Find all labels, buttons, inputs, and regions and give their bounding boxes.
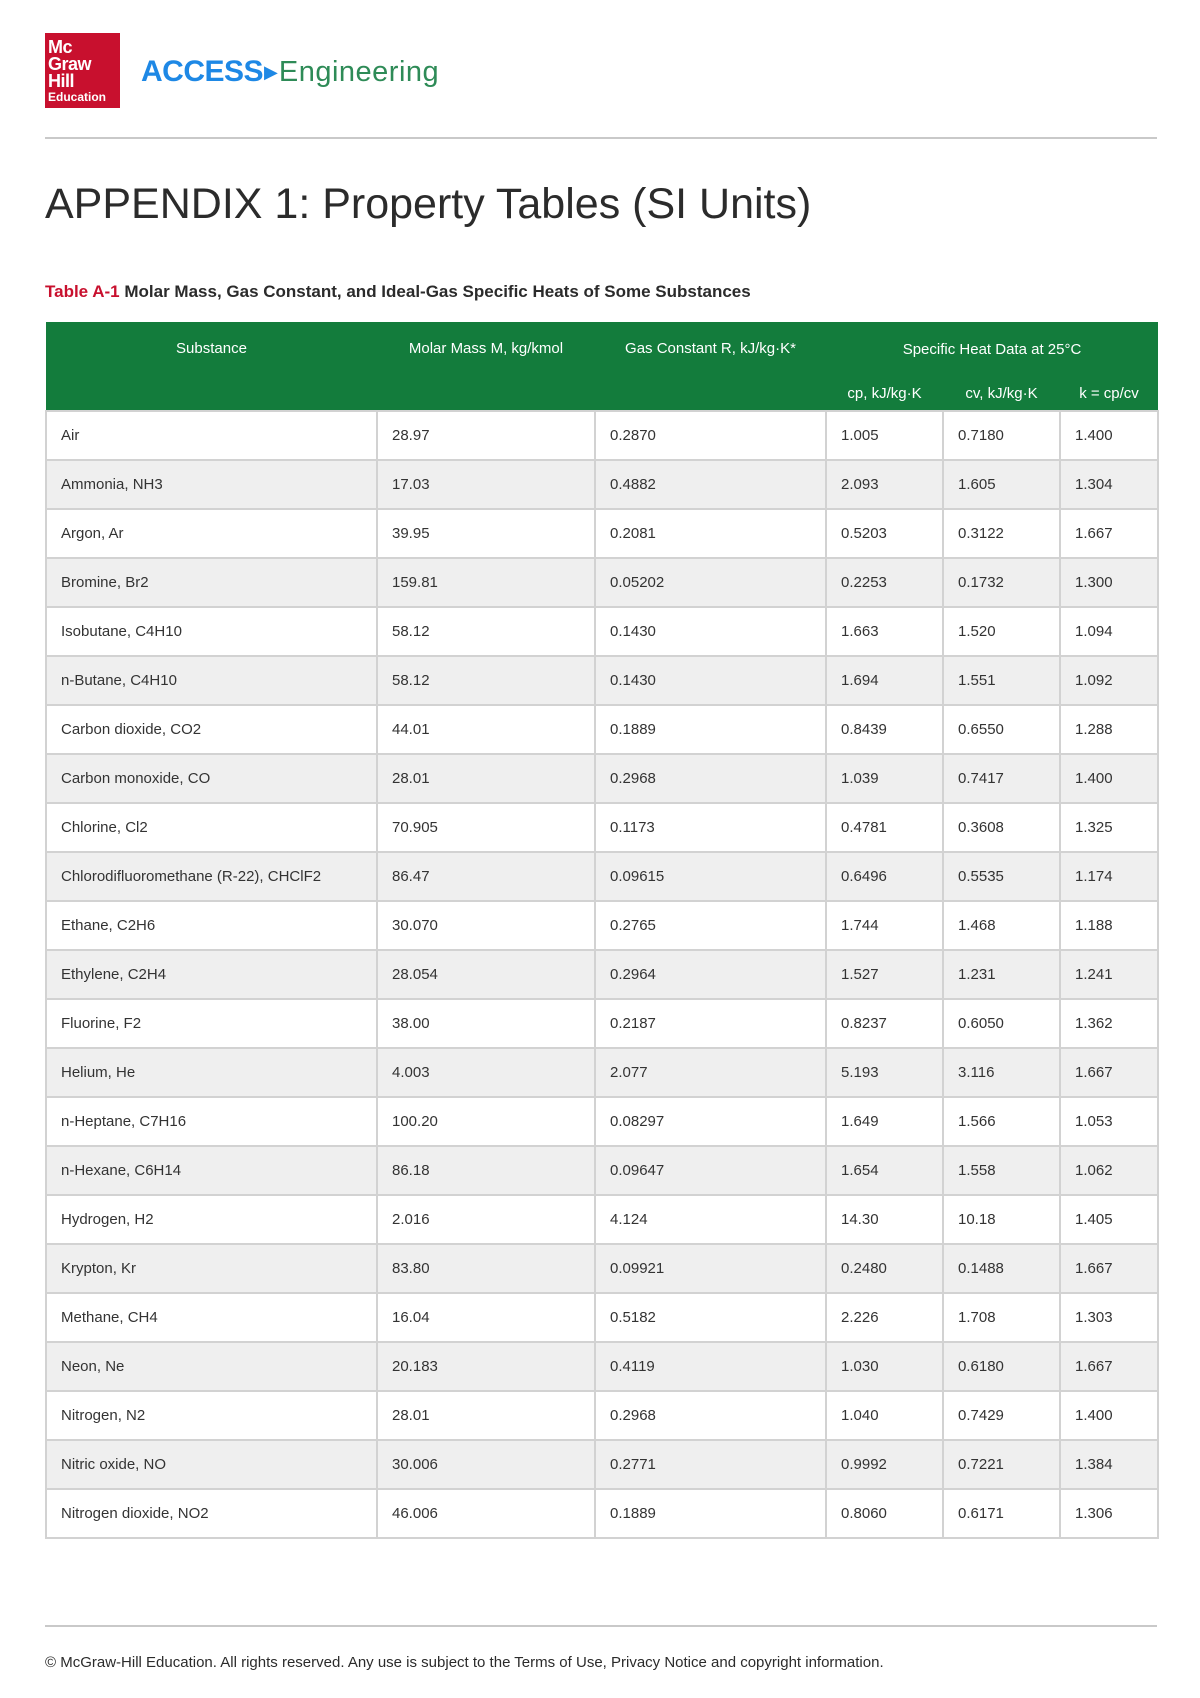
- cell-cp: 1.744: [826, 901, 943, 950]
- cell-molar-mass: 44.01: [377, 705, 595, 754]
- cell-cp: 0.8237: [826, 999, 943, 1048]
- cell-gas-constant: 0.2968: [595, 754, 826, 803]
- cell-substance: Krypton, Kr: [46, 1244, 377, 1293]
- cell-k: 1.400: [1060, 754, 1158, 803]
- cell-k: 1.325: [1060, 803, 1158, 852]
- cell-substance: Neon, Ne: [46, 1342, 377, 1391]
- page-title: APPENDIX 1: Property Tables (SI Units): [45, 180, 812, 228]
- cell-cv: 1.551: [943, 656, 1060, 705]
- cell-cv: 0.5535: [943, 852, 1060, 901]
- cell-molar-mass: 16.04: [377, 1293, 595, 1342]
- cell-cp: 0.9992: [826, 1440, 943, 1489]
- column-header-molar-mass: Molar Mass M, kg/kmol: [377, 322, 595, 411]
- table-row: [46, 656, 1158, 705]
- logo-line: Education: [48, 90, 107, 104]
- cell-gas-constant: 0.2081: [595, 509, 826, 558]
- cell-gas-constant: 0.2964: [595, 950, 826, 999]
- table-caption-label: Table A-1: [45, 282, 120, 301]
- cell-substance: Chlorodifluoromethane (R-22), CHClF2: [46, 852, 377, 901]
- cell-cp: 2.093: [826, 460, 943, 509]
- cell-k: 1.400: [1060, 1391, 1158, 1440]
- cell-substance: n-Heptane, C7H16: [46, 1097, 377, 1146]
- table-row: [46, 1146, 1158, 1195]
- cell-molar-mass: 58.12: [377, 656, 595, 705]
- cell-molar-mass: 159.81: [377, 558, 595, 607]
- table-row: [46, 1391, 1158, 1440]
- cell-cv: 1.520: [943, 607, 1060, 656]
- cell-gas-constant: 0.2187: [595, 999, 826, 1048]
- cell-molar-mass: 28.01: [377, 754, 595, 803]
- property-table: [45, 322, 1159, 1539]
- cell-k: 1.306: [1060, 1489, 1158, 1538]
- cell-gas-constant: 0.1889: [595, 1489, 826, 1538]
- cell-cp: 0.6496: [826, 852, 943, 901]
- cell-gas-constant: 0.5182: [595, 1293, 826, 1342]
- cell-substance: Nitric oxide, NO: [46, 1440, 377, 1489]
- cell-cv: 1.231: [943, 950, 1060, 999]
- cell-cp: 1.039: [826, 754, 943, 803]
- column-header-cv: cv, kJ/kg·K: [943, 376, 1060, 411]
- header-divider: [45, 137, 1157, 139]
- cell-cv: 0.7417: [943, 754, 1060, 803]
- cell-molar-mass: 30.070: [377, 901, 595, 950]
- cell-cv: 0.7221: [943, 1440, 1060, 1489]
- column-header-cp: cp, kJ/kg·K: [826, 376, 943, 411]
- cell-molar-mass: 70.905: [377, 803, 595, 852]
- cell-molar-mass: 2.016: [377, 1195, 595, 1244]
- cell-gas-constant: 0.09921: [595, 1244, 826, 1293]
- cell-molar-mass: 4.003: [377, 1048, 595, 1097]
- cell-cv: 1.605: [943, 460, 1060, 509]
- cell-cv: 0.7180: [943, 411, 1060, 460]
- cell-cv: 1.468: [943, 901, 1060, 950]
- cell-cv: 1.708: [943, 1293, 1060, 1342]
- cell-molar-mass: 28.01: [377, 1391, 595, 1440]
- cell-cv: 0.6171: [943, 1489, 1060, 1538]
- cell-molar-mass: 83.80: [377, 1244, 595, 1293]
- cell-cp: 1.005: [826, 411, 943, 460]
- cell-substance: Carbon dioxide, CO2: [46, 705, 377, 754]
- cell-k: 1.241: [1060, 950, 1158, 999]
- table-row: [46, 1097, 1158, 1146]
- cell-gas-constant: 0.2870: [595, 411, 826, 460]
- cell-cv: 0.1732: [943, 558, 1060, 607]
- cell-k: 1.405: [1060, 1195, 1158, 1244]
- cell-substance: Nitrogen, N2: [46, 1391, 377, 1440]
- cell-molar-mass: 17.03: [377, 460, 595, 509]
- column-header-k: k = cp/cv: [1060, 376, 1158, 411]
- cell-cv: 10.18: [943, 1195, 1060, 1244]
- cell-cv: 1.566: [943, 1097, 1060, 1146]
- cell-gas-constant: 0.2771: [595, 1440, 826, 1489]
- cell-molar-mass: 58.12: [377, 607, 595, 656]
- cell-molar-mass: 30.006: [377, 1440, 595, 1489]
- cell-cv: 0.6180: [943, 1342, 1060, 1391]
- cell-molar-mass: 100.20: [377, 1097, 595, 1146]
- table-row: [46, 950, 1158, 999]
- cell-substance: Chlorine, Cl2: [46, 803, 377, 852]
- cell-molar-mass: 38.00: [377, 999, 595, 1048]
- cell-substance: Ammonia, NH3: [46, 460, 377, 509]
- table-row: [46, 607, 1158, 656]
- table-row: [46, 1244, 1158, 1293]
- cell-k: 1.053: [1060, 1097, 1158, 1146]
- cell-molar-mass: 86.47: [377, 852, 595, 901]
- cell-k: 1.400: [1060, 411, 1158, 460]
- cell-gas-constant: 0.2765: [595, 901, 826, 950]
- cell-substance: n-Butane, C4H10: [46, 656, 377, 705]
- cell-k: 1.288: [1060, 705, 1158, 754]
- cell-substance: Methane, CH4: [46, 1293, 377, 1342]
- table-row: [46, 509, 1158, 558]
- cell-substance: Bromine, Br2: [46, 558, 377, 607]
- cell-substance: Ethane, C2H6: [46, 901, 377, 950]
- cell-cp: 5.193: [826, 1048, 943, 1097]
- cell-cp: 0.5203: [826, 509, 943, 558]
- mcgraw-hill-logo: [45, 33, 120, 108]
- cell-substance: Hydrogen, H2: [46, 1195, 377, 1244]
- table-caption: [45, 282, 751, 302]
- cell-molar-mass: 86.18: [377, 1146, 595, 1195]
- cell-gas-constant: 0.1889: [595, 705, 826, 754]
- cell-substance: Helium, He: [46, 1048, 377, 1097]
- cell-cp: 0.2480: [826, 1244, 943, 1293]
- cell-k: 1.667: [1060, 1048, 1158, 1097]
- copyright-notice: © McGraw-Hill Education. All rights reserved. Any use is subject to the Terms of Use, Privacy Notice and copyright information.: [45, 1654, 884, 1671]
- cell-cp: 1.694: [826, 656, 943, 705]
- cell-molar-mass: 46.006: [377, 1489, 595, 1538]
- cell-substance: Carbon monoxide, CO: [46, 754, 377, 803]
- table-caption-text: Molar Mass, Gas Constant, and Ideal-Gas Specific Heats of Some Substances: [124, 282, 751, 301]
- cell-k: 1.304: [1060, 460, 1158, 509]
- cell-k: 1.094: [1060, 607, 1158, 656]
- table-row: [46, 754, 1158, 803]
- cell-gas-constant: 0.09647: [595, 1146, 826, 1195]
- cell-substance: Ethylene, C2H4: [46, 950, 377, 999]
- cell-gas-constant: 0.09615: [595, 852, 826, 901]
- cell-gas-constant: 0.1430: [595, 607, 826, 656]
- access-engineering-logo: [141, 52, 439, 92]
- cell-gas-constant: 0.4882: [595, 460, 826, 509]
- cell-cp: 0.4781: [826, 803, 943, 852]
- cell-molar-mass: 20.183: [377, 1342, 595, 1391]
- column-header-substance: Substance: [46, 322, 377, 411]
- table-row: [46, 705, 1158, 754]
- footer-divider: [45, 1625, 1157, 1627]
- cell-gas-constant: 0.1173: [595, 803, 826, 852]
- table-row: [46, 901, 1158, 950]
- gear-arrow-icon: ▶: [264, 61, 278, 82]
- cell-gas-constant: 0.08297: [595, 1097, 826, 1146]
- cell-k: 1.092: [1060, 656, 1158, 705]
- cell-cv: 0.6050: [943, 999, 1060, 1048]
- table-row: [46, 460, 1158, 509]
- cell-cp: 1.040: [826, 1391, 943, 1440]
- table-row: [46, 1342, 1158, 1391]
- cell-k: 1.062: [1060, 1146, 1158, 1195]
- cell-k: 1.667: [1060, 1244, 1158, 1293]
- cell-substance: Air: [46, 411, 377, 460]
- logo-line: Hill: [48, 71, 75, 91]
- cell-cp: 2.226: [826, 1293, 943, 1342]
- logo-line: Mc: [48, 37, 73, 57]
- cell-cv: 3.116: [943, 1048, 1060, 1097]
- column-header-specific-heat: Specific Heat Data at 25°C: [826, 322, 1158, 376]
- cell-k: 1.667: [1060, 1342, 1158, 1391]
- cell-cv: 0.3122: [943, 509, 1060, 558]
- table-row: [46, 558, 1158, 607]
- cell-molar-mass: 28.054: [377, 950, 595, 999]
- cell-substance: Nitrogen dioxide, NO2: [46, 1489, 377, 1538]
- table-row: [46, 1293, 1158, 1342]
- column-header-gas-constant: Gas Constant R, kJ/kg·K*: [595, 322, 826, 411]
- cell-k: 1.188: [1060, 901, 1158, 950]
- cell-cp: 1.649: [826, 1097, 943, 1146]
- cell-cp: 1.527: [826, 950, 943, 999]
- cell-k: 1.303: [1060, 1293, 1158, 1342]
- cell-gas-constant: 4.124: [595, 1195, 826, 1244]
- cell-molar-mass: 39.95: [377, 509, 595, 558]
- brand-engineering-text: Engineering: [278, 55, 440, 88]
- cell-k: 1.362: [1060, 999, 1158, 1048]
- cell-k: 1.300: [1060, 558, 1158, 607]
- cell-cv: 0.7429: [943, 1391, 1060, 1440]
- cell-k: 1.667: [1060, 509, 1158, 558]
- table-row: [46, 1440, 1158, 1489]
- table-row: [46, 1489, 1158, 1538]
- cell-cp: 1.663: [826, 607, 943, 656]
- brand-access-text: ACCESS: [141, 55, 264, 88]
- cell-gas-constant: 0.05202: [595, 558, 826, 607]
- cell-cp: 1.030: [826, 1342, 943, 1391]
- cell-cp: 0.8060: [826, 1489, 943, 1538]
- table-row: [46, 852, 1158, 901]
- cell-gas-constant: 0.2968: [595, 1391, 826, 1440]
- cell-cv: 0.6550: [943, 705, 1060, 754]
- cell-gas-constant: 0.4119: [595, 1342, 826, 1391]
- cell-molar-mass: 28.97: [377, 411, 595, 460]
- cell-substance: n-Hexane, C6H14: [46, 1146, 377, 1195]
- logo-line: Graw: [48, 54, 92, 74]
- cell-cv: 1.558: [943, 1146, 1060, 1195]
- cell-gas-constant: 2.077: [595, 1048, 826, 1097]
- cell-cv: 0.1488: [943, 1244, 1060, 1293]
- cell-substance: Argon, Ar: [46, 509, 377, 558]
- cell-gas-constant: 0.1430: [595, 656, 826, 705]
- cell-cp: 14.30: [826, 1195, 943, 1244]
- table-row: [46, 999, 1158, 1048]
- cell-cp: 0.8439: [826, 705, 943, 754]
- table-row: [46, 1195, 1158, 1244]
- cell-k: 1.174: [1060, 852, 1158, 901]
- cell-substance: Fluorine, F2: [46, 999, 377, 1048]
- table-row: [46, 803, 1158, 852]
- table-row: [46, 411, 1158, 460]
- cell-substance: Isobutane, C4H10: [46, 607, 377, 656]
- cell-k: 1.384: [1060, 1440, 1158, 1489]
- table-row: [46, 1048, 1158, 1097]
- cell-cp: 1.654: [826, 1146, 943, 1195]
- cell-cp: 0.2253: [826, 558, 943, 607]
- cell-cv: 0.3608: [943, 803, 1060, 852]
